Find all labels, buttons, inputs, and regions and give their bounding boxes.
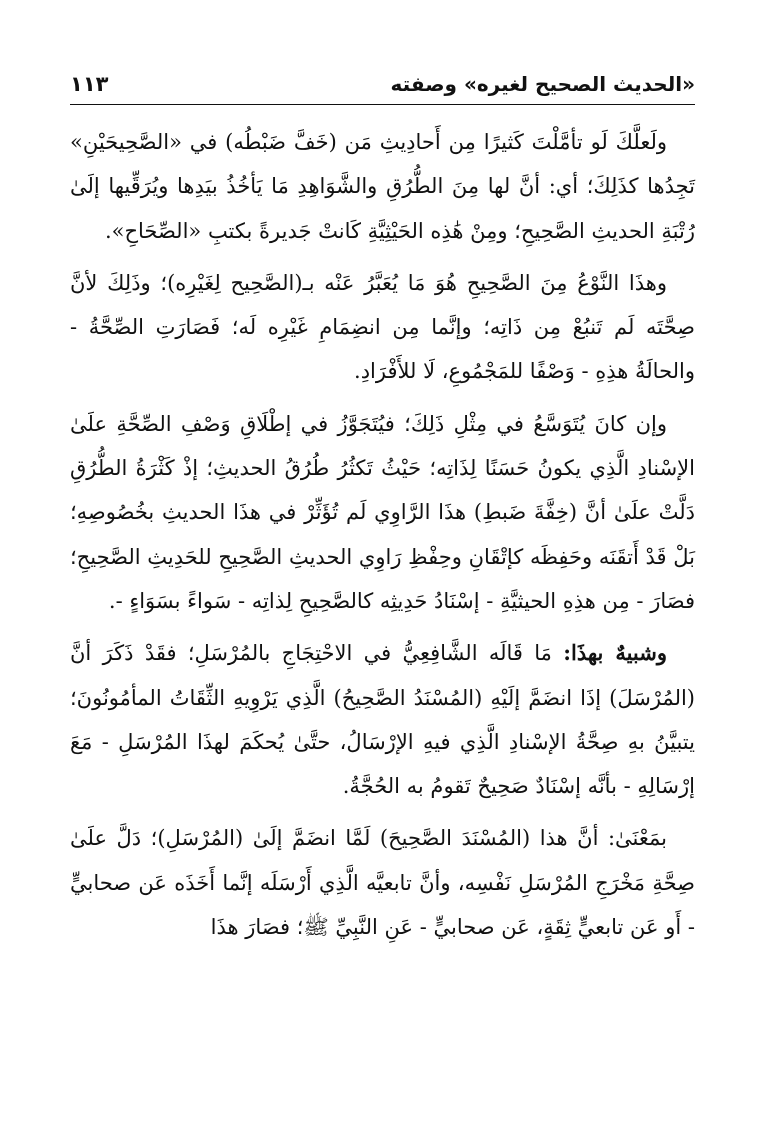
paragraph — [70, 631, 695, 808]
paragraph-lead: وشبيهٌ بهذَا: — [563, 640, 667, 666]
paragraph-text: مَا قَالَه الشَّافِعِيُّ في الاحْتِجَاجِ بالمُرْسَلِ؛ فقَدْ ذَكَرَ أنَّ (المُرْسَلَ) إذَا انضَمَّ إلَيْهِ (المُسْنَدُ الصَّحِيحُ) الَّذِي يَرْوِيهِ الثِّقَاتُ المأمُونُونَ؛ يتبيَّنُ بهِ صِحَّةُ الإسْنادِ الَّذِي فيهِ الإرْسَالُ، حتَّىٰ يُحكَمَ لهذَا المُرْسَلِ - مَعَ إرْسَالِهِ - بأنَّه إسْنَادٌ صَحِيحٌ تَقومُ به الحُجَّةُ. — [70, 641, 695, 799]
page-number: ١١٣ — [70, 72, 109, 96]
paragraph: ولَعلَّكَ لَو تأمَّلْتَ كَثيرًا مِن أَحادِيثِ مَن (خَفَّ ضَبْطُه) في «الصَّحِيحَيْنِ» تَجِدُها كذَلِكَ؛ أي: أنَّ لها مِنَ الطُّرُقِ والشَّوَاهِدِ مَا يَأخُذُ بيَدِها ويُرَقِّيها إلَىٰ رُتْبَةِ الحديثِ الصَّحِيحِ؛ ومِنْ هَٰذِه الحَيْثِيَّةِ كَانتْ جَديرةً بكتبِ «الصِّحَاحِ». — [70, 130, 695, 243]
paragraph: وإن كانَ يُتَوَسَّعُ في مِثْلِ ذَلِكَ؛ فيُتَجَوَّزُ في إطْلَاقِ وَصْفِ الصِّحَّةِ علَىٰ الإسْنادِ الَّذِي يكونُ حَسَنًا لِذَاتِه؛ حَيْثُ تَكثُرُ طُرُقُ الحديثِ؛ إذْ كَثْرَةُ الطُّرُقِ دَلَّتْ علَىٰ أنَّ (خِفَّةَ ضَبطِ) هذَا الرَّاوِي لَم تُؤَثِّرْ في هذَا الحديثِ بخُصُوصِهِ؛ بَلْ قَدْ أَتقَنَه وحَفِظَه كإتْقَانِ وحِفْظِ رَاوِي الحديثِ الصَّحِيحِ للحَدِيثِ الصَّحِيحِ؛ فصَارَ - مِن هذِهِ الحيثيَّةِ - إسْنَادُ حَدِيثِه كالصَّحِيحِ لِذاتِه - سَواءً بسَوَاءٍ -. — [70, 411, 695, 613]
paragraph: وهذَا النَّوْعُ مِنَ الصَّحِيحِ هُوَ مَا يُعَبَّرُ عَنْه بـ(الصَّحِيح لِغَيْرِه)؛ وذَلِكَ لأنَّ صِحَّتَه لَم تَنبُعْ مِن ذَاتِه؛ وإنَّما مِن انضِمَامِ غَيْرِه لَه؛ فَصَارَتِ الصِّحَّةُ - والحالَةُ هذِهِ - وَصْفًا للمَجْمُوعِ، لَا للأَفْرَادِ. — [70, 270, 695, 384]
running-title: «الحديث الصحيح لغيره» وصفته — [390, 72, 695, 96]
page-body — [70, 120, 695, 957]
paragraph: بمَعْنَىٰ: أنَّ هذا (المُسْنَدَ الصَّحِيحَ) لَمَّا انضَمَّ إلَىٰ (المُرْسَلِ)؛ دَلَّ علَىٰ صِحَّةِ مَخْرَجِ المُرْسَلِ نَفْسِه، وأنَّ تابعيَّه الَّذِي أَرْسَلَه إنَّما أَخَذَه عَن صحابيٍّ - أَو عَن تابعيٍّ ثِقَةٍ، عَن صحابيٍّ - عَنِ النَّبِيِّ ﷺ؛ فصَارَ هذَا — [70, 826, 695, 940]
page-header — [70, 56, 695, 105]
